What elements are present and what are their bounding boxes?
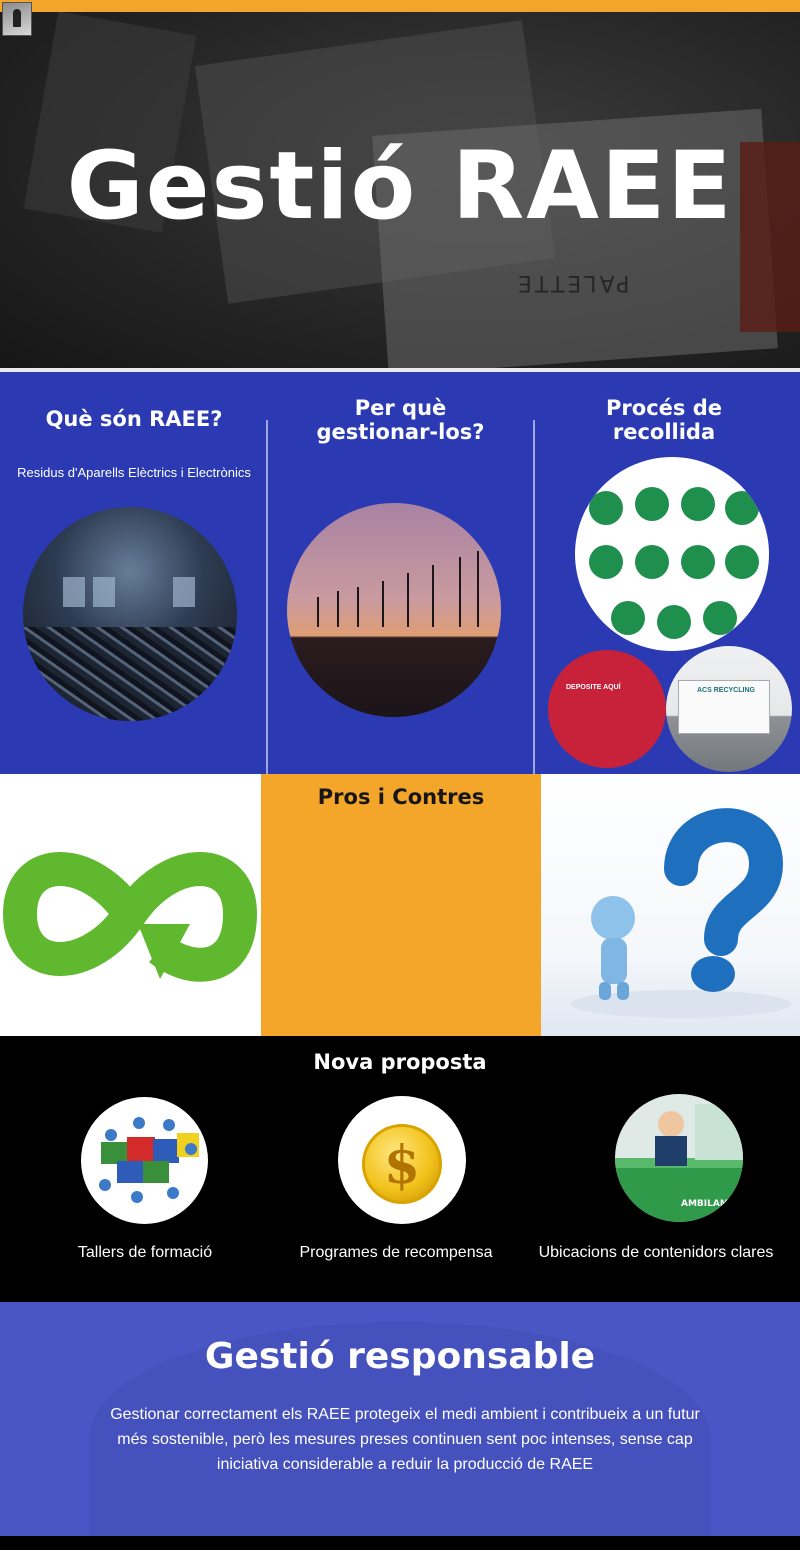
responsible-title: Gestió responsable xyxy=(204,1336,596,1377)
pros-cons-title: Pros i Contres xyxy=(317,785,485,809)
new-proposal-section xyxy=(0,1036,800,1302)
responsible-text: Gestionar correctament els RAEE protegeix el medi ambient i contribueix a un futur més sostenible, però les mesures preses continuen sent poc intenses, sense cap iniciativa considerable a reduir la producció de RAEE xyxy=(110,1406,700,1473)
workshop-image xyxy=(81,1097,208,1224)
why-title-line1: Per què xyxy=(354,396,447,420)
column-divider xyxy=(533,420,535,774)
container-location-image xyxy=(615,1094,743,1222)
ewaste-dump-image xyxy=(23,507,237,721)
bin-label: DEPOSITE AQUÍ xyxy=(566,684,621,691)
question-panel xyxy=(541,774,800,1036)
why-title-line2: gestionar-los? xyxy=(316,420,485,444)
process-title-line2: recollida xyxy=(612,420,716,444)
top-accent-bar xyxy=(0,0,800,12)
bottom-bar xyxy=(0,1536,800,1550)
reward-coin-image xyxy=(338,1096,466,1224)
container-locations-label: Ubicacions de contenidors clares xyxy=(538,1244,774,1261)
new-proposal-title: Nova proposta xyxy=(313,1050,487,1074)
background-word: PALETTE xyxy=(515,270,630,295)
page-title: Gestió RAEE xyxy=(66,132,734,241)
responsible-management-section xyxy=(0,1302,800,1536)
raee-categories-image xyxy=(575,457,769,651)
infinity-recycle-icon xyxy=(0,774,261,1036)
dollar-icon: $ xyxy=(383,1135,421,1196)
process-title xyxy=(528,396,800,444)
info-section xyxy=(0,372,800,774)
collection-bin-image xyxy=(548,650,666,768)
recycling-truck-image xyxy=(666,646,792,772)
process-title-line1: Procés de xyxy=(606,396,722,420)
container-brand-label: AMBILAMP xyxy=(681,1199,736,1209)
author-thumbnail[interactable] xyxy=(2,2,32,36)
why-title xyxy=(268,396,533,444)
circular-economy-panel xyxy=(0,774,261,1036)
rewards-label: Programes de recompensa xyxy=(299,1244,493,1261)
workshops-label: Tallers de formació xyxy=(77,1244,213,1261)
pros-cons-panel xyxy=(261,774,541,1036)
wind-turbines-image xyxy=(287,503,501,717)
question-mark-icon xyxy=(541,774,800,1036)
what-title: Què són RAEE? xyxy=(45,407,223,431)
pros-cons-section xyxy=(0,774,800,1036)
what-subtitle: Residus d'Aparells Elèctrics i Electrònics xyxy=(17,465,251,480)
hero-banner xyxy=(0,12,800,368)
truck-label: ACS RECYCLING xyxy=(697,687,755,694)
